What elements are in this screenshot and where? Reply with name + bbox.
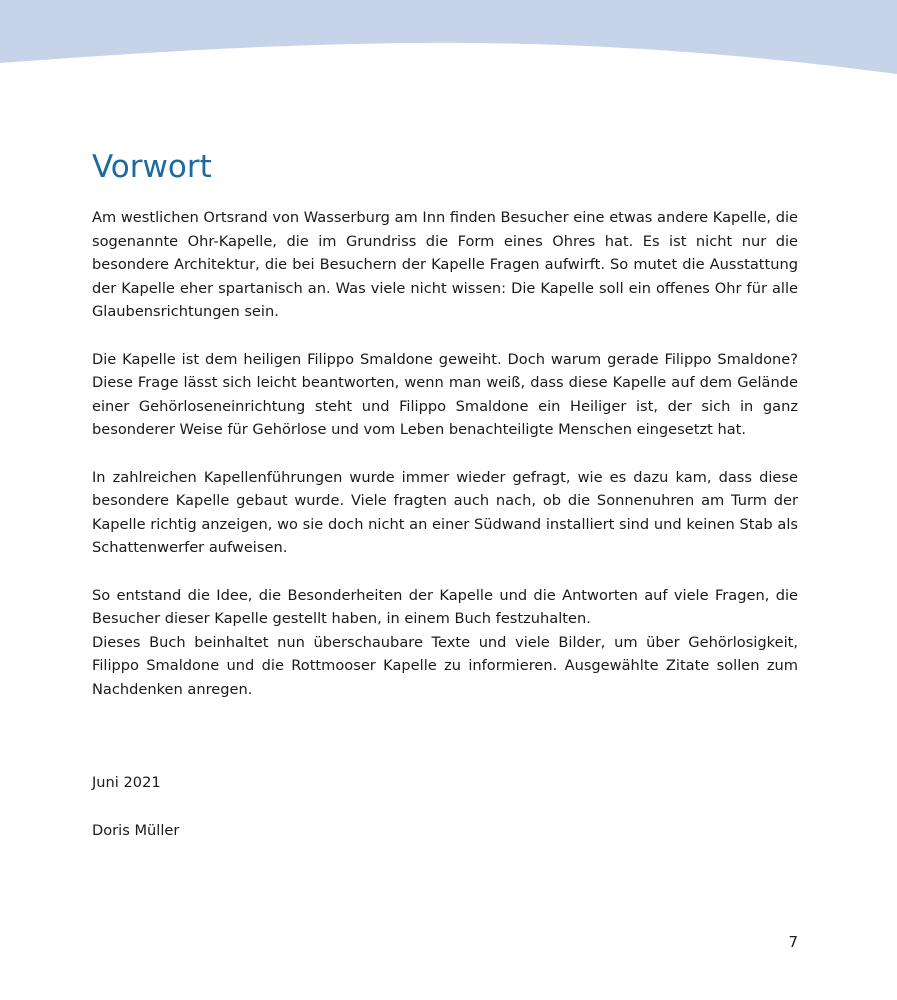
body-text: [92, 206, 798, 701]
paragraph-smaldone: Die Kapelle ist dem heiligen Filippo Smaldone geweiht. Doch warum gerade Filippo Smaldone? Diese Frage lässt sich leicht beantworten, wenn man weiß, dass diese Kapelle auf dem Gelände einer Gehörloseneinrichtung steht und Filippo Smaldone ein Heiliger ist, der sich in ganz besonderer Weise für Gehörlose und vom Leben benachteiligte Menschen eingesetzt hat.: [92, 350, 798, 439]
paragraph-tours: In zahlreichen Kapellenführungen wurde immer wieder gefragt, wie es dazu kam, dass diese besondere Kapelle gebaut wurde. Viele fragten auch nach, ob die Sonnenuhren am Turm der Kapelle richtig anzeigen, wo sie doch nicht an einer Südwand installiert sind und keinen Stab als Schattenwerfer aufweisen.: [92, 468, 798, 557]
page-title: Vorwort: [92, 149, 212, 185]
paragraph-intro: Am westlichen Ortsrand von Wasserburg am Inn finden Besucher eine etwas andere Kapelle, die sogenannte Ohr-Kapelle, die im Grundriss die Form eines Ohres hat. Es ist nicht nur die besondere Architektur, die bei Besuchern der Kapelle Fragen aufwirft. So mutet die Ausstattung der Kapelle eher spartanisch an. Was viele nicht wissen: Die Kapelle soll ein offenes Ohr für alle Glaubensrichtungen sein.: [92, 209, 798, 321]
wave-shape: [0, 0, 897, 74]
paragraph-idea: So entstand die Idee, die Besonderheiten der Kapelle und die Antworten auf viele Fragen, die Besucher dieser Kapelle gestellt haben, in einem Buch festzuhalten.: [92, 586, 798, 628]
header-wave-decoration: [0, 0, 897, 80]
paragraph-book: Dieses Buch beinhaltet nun überschaubare Texte und viele Bilder, um über Gehörlosigkeit, Filippo Smaldone und die Rottmooser Kapelle zu informieren. Ausgewählte Zitate sollen zum Nachdenken anregen.: [92, 633, 798, 698]
page-number: 7: [788, 933, 798, 951]
author-name: Doris Müller: [92, 822, 180, 839]
date-line: Juni 2021: [92, 774, 161, 791]
